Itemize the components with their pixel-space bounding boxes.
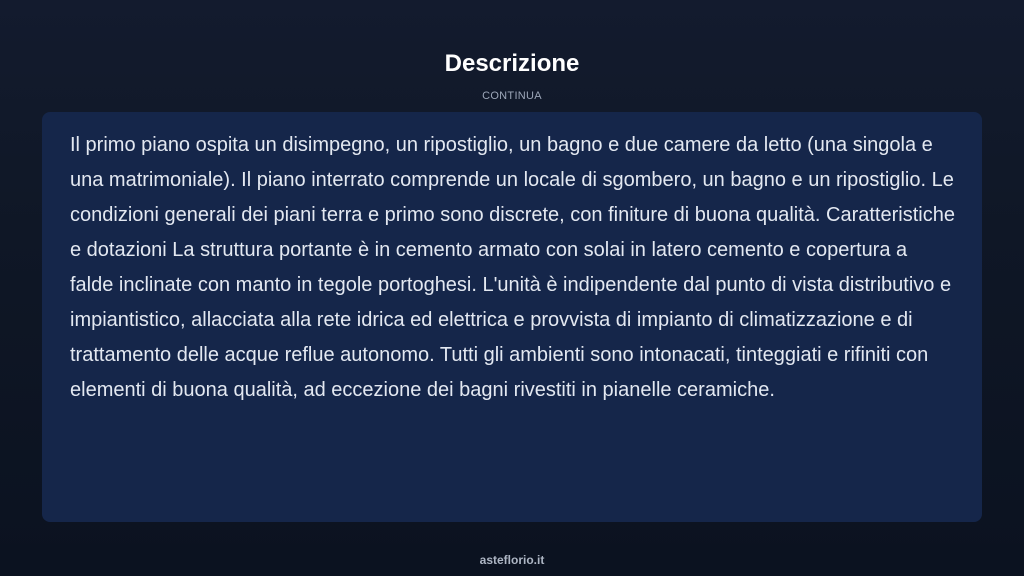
footer-bar — [0, 544, 1024, 576]
page-subtitle: CONTINUA — [482, 90, 542, 102]
page-title: Descrizione — [444, 50, 580, 77]
description-card — [42, 112, 982, 522]
footer-site-label: asteflorio.it — [479, 553, 545, 567]
description-text: Il primo piano ospita un disimpegno, un ripostiglio, un bagno e due camere da letto (una singola e una matrimoniale). Il piano interrato comprende un locale di sgombero, un bagno e un ripostiglio. Le condizioni generali dei piani terra e primo sono discrete, con finiture di buona qualità. Caratteristiche e dotazioni La struttura portante è in cemento armato con solai in latero cemento e copertura a falde inclinate con manto in tegole portoghesi. L'unità è indipendente dal punto di vista distributivo e impiantistico, allacciata alla rete idrica ed elettrica e provvista di impianto di climatizzazione e di trattamento delle acque reflue autonomo. Tutti gli ambienti sono intonacati, tinteggiati e rifiniti con elementi di buona qualità, ad eccezione dei bagni rivestiti in pianelle ceramiche. — [70, 134, 955, 401]
